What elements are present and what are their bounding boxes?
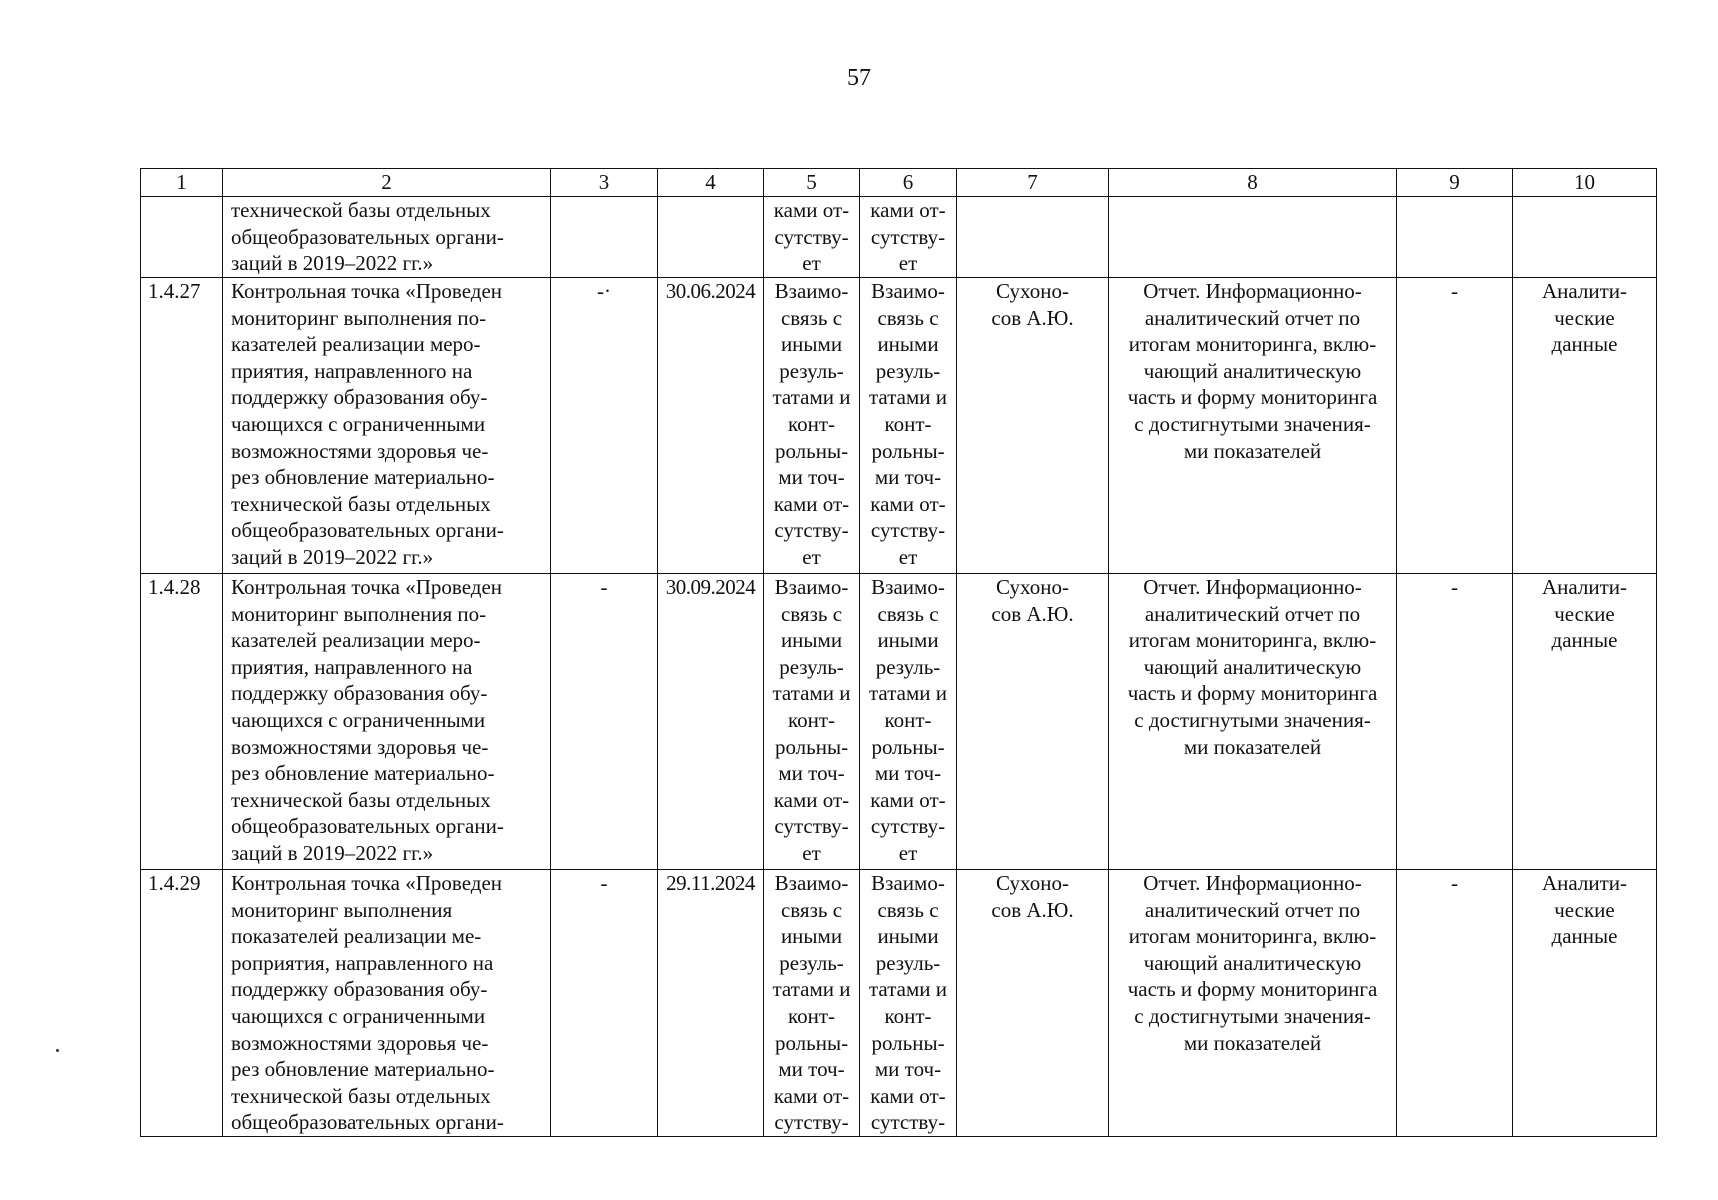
- relation-cell: [860, 197, 957, 278]
- relation-cell-line: Взаимо-: [871, 871, 945, 895]
- info-system-cell-line: ческие: [1554, 601, 1615, 626]
- relation-cell-line: резуль-: [875, 358, 941, 383]
- responsible-cell-line: сов А.Ю.: [991, 305, 1074, 330]
- relation-cell-line: связь с: [877, 601, 939, 626]
- relation-cell-line: Взаимо-: [871, 279, 945, 303]
- description-cell-line: общеобразовательных органи-: [231, 1110, 504, 1135]
- report-cell: [1109, 278, 1397, 574]
- item-number-cell: [141, 197, 223, 278]
- col3-cell: -: [551, 870, 658, 1137]
- report-cell-line: аналитический отчет по: [1144, 601, 1361, 626]
- relation-cell-line: связь с: [877, 305, 939, 330]
- relation-cell-line: сутству-: [870, 518, 946, 543]
- responsible-cell-line: Сухоно-: [996, 279, 1069, 303]
- info-system-cell: [1513, 278, 1657, 574]
- relation-cell-line: сутству-: [870, 224, 946, 249]
- info-system-cell-line: данные: [1551, 332, 1618, 357]
- description-cell-line: Контрольная точка «Проведен: [231, 279, 503, 303]
- relation-cell-line: ками от-: [870, 1083, 946, 1108]
- relation-cell-line: конт-: [787, 411, 836, 436]
- description-cell-line: поддержку образования обу-: [231, 681, 488, 706]
- header-row: [141, 169, 1657, 197]
- relation-cell-line: рольны-: [871, 438, 945, 463]
- date-cell: 30.09.2024: [658, 574, 764, 870]
- report-cell-line: итогам мониторинга, вклю-: [1128, 628, 1377, 653]
- description-cell-line: чающихся с ограниченными: [231, 1003, 486, 1028]
- relation-cell-line: татами и: [772, 681, 851, 706]
- report-cell-line: Отчет. Информационно-: [1143, 871, 1362, 895]
- report-cell: [1109, 197, 1397, 278]
- relation-cell-line: иными: [780, 628, 843, 653]
- description-cell-line: мониторинг выполнения по-: [231, 601, 487, 626]
- relation-cell-line: сутству-: [774, 518, 849, 543]
- relation-cell: [764, 278, 860, 574]
- relation-cell-line: татами и: [869, 681, 947, 706]
- description-cell-line: рез обновление материально-: [231, 1057, 495, 1082]
- report-cell-line: итогам мониторинга, вклю-: [1128, 924, 1377, 949]
- col9-cell: [1397, 197, 1513, 278]
- description-cell-line: Контрольная точка «Проведен: [231, 575, 503, 599]
- relation-cell-line: иными: [780, 924, 843, 949]
- col9-cell: -: [1397, 870, 1513, 1137]
- relation-cell-line: рольны-: [774, 438, 849, 463]
- info-system-cell-line: Аналити-: [1541, 575, 1628, 599]
- table-body: [141, 197, 1657, 1137]
- description-cell-line: поддержку образования обу-: [231, 977, 488, 1002]
- relation-cell-line: иными: [780, 332, 843, 357]
- plan-table: [140, 168, 1657, 1137]
- relation-cell-line: сутству-: [774, 1110, 849, 1135]
- relation-cell-line: татами и: [772, 977, 851, 1002]
- relation-cell-line: связь с: [780, 897, 843, 922]
- relation-cell-line: ками от-: [773, 787, 850, 812]
- relation-cell-line: Взаимо-: [774, 575, 849, 599]
- report-cell-line: часть и форму мониторинга: [1127, 385, 1378, 410]
- description-cell-line: поддержку образования обу-: [231, 385, 488, 410]
- date-cell: [658, 197, 764, 278]
- description-cell-line: возможностями здоровья че-: [231, 1030, 489, 1055]
- report-cell-line: часть и форму мониторинга: [1127, 977, 1378, 1002]
- report-cell-line: итогам мониторинга, вклю-: [1128, 332, 1377, 357]
- description-cell-line: общеобразовательных органи-: [231, 518, 504, 543]
- info-system-cell: [1513, 574, 1657, 870]
- report-cell-line: ми показателей: [1183, 1030, 1322, 1055]
- description-cell-line: заций в 2019–2022 гг.»: [231, 840, 434, 865]
- table-row: [141, 574, 1657, 870]
- relation-cell-line: Взаимо-: [774, 279, 849, 303]
- report-cell-line: часть и форму мониторинга: [1127, 681, 1378, 706]
- report-cell-line: ми показателей: [1183, 734, 1322, 759]
- relation-cell: [860, 574, 957, 870]
- header-cell: 5: [764, 169, 860, 197]
- col9-cell: -: [1397, 278, 1513, 574]
- description-cell-line: технической базы отдельных: [231, 1083, 491, 1108]
- relation-cell-line: ми точ-: [874, 465, 942, 490]
- description-cell-line: технической базы отдельных: [231, 491, 491, 516]
- header-cell: 10: [1513, 169, 1657, 197]
- table-row: [141, 278, 1657, 574]
- description-cell-line: общеобразовательных органи-: [231, 224, 504, 249]
- report-cell: [1109, 870, 1397, 1137]
- report-cell-line: с достигнутыми значения-: [1134, 1003, 1371, 1028]
- relation-cell-line: ками от-: [773, 1083, 850, 1108]
- relation-cell: [860, 278, 957, 574]
- description-cell-line: рез обновление материально-: [231, 761, 495, 786]
- relation-cell: [764, 574, 860, 870]
- relation-cell-line: сутству-: [870, 1110, 946, 1135]
- item-number-cell: 1.4.27: [141, 278, 223, 574]
- report-cell-line: Отчет. Информационно-: [1143, 279, 1362, 303]
- relation-cell: [860, 870, 957, 1137]
- description-cell-line: показателей реализации ме-: [231, 924, 482, 949]
- relation-cell-line: ет: [802, 251, 821, 276]
- report-cell-line: аналитический отчет по: [1144, 305, 1361, 330]
- table-row: [141, 870, 1657, 1137]
- relation-cell-line: иными: [877, 332, 939, 357]
- responsible-cell-line: сов А.Ю.: [991, 601, 1074, 626]
- description-cell-line: возможностями здоровья че-: [231, 734, 489, 759]
- description-cell-line: возможностями здоровья че-: [231, 438, 489, 463]
- description-cell-line: заций в 2019–2022 гг.»: [231, 544, 434, 569]
- relation-cell-line: ет: [802, 544, 821, 569]
- description-cell-line: чающихся с ограниченными: [231, 707, 486, 732]
- description-cell-line: приятия, направленного на: [231, 654, 473, 679]
- relation-cell-line: татами и: [869, 977, 947, 1002]
- date-cell: 29.11.2024: [658, 870, 764, 1137]
- relation-cell-line: рольны-: [871, 734, 945, 759]
- report-cell-line: Отчет. Информационно-: [1143, 575, 1362, 599]
- col3-cell: [551, 197, 658, 278]
- responsible-cell: [957, 278, 1109, 574]
- description-cell: [223, 574, 551, 870]
- relation-cell-line: конт-: [884, 1003, 932, 1028]
- item-number-cell: 1.4.29: [141, 870, 223, 1137]
- relation-cell-line: ками от-: [773, 198, 850, 222]
- header-cell: 7: [957, 169, 1109, 197]
- relation-cell-line: ет: [898, 840, 918, 865]
- relation-cell-line: резуль-: [875, 654, 941, 679]
- header-cell: 8: [1109, 169, 1397, 197]
- relation-cell-line: ками от-: [773, 491, 850, 516]
- description-cell-line: рез обновление материально-: [231, 465, 495, 490]
- scan-dot: [56, 1049, 59, 1052]
- responsible-cell-line: Сухоно-: [996, 871, 1069, 895]
- relation-cell-line: ками от-: [870, 198, 946, 222]
- relation-cell-line: татами и: [869, 385, 947, 410]
- responsible-cell: [957, 197, 1109, 278]
- relation-cell-line: ми точ-: [874, 761, 942, 786]
- relation-cell-line: ми точ-: [778, 761, 845, 786]
- description-cell: [223, 197, 551, 278]
- description-cell-line: заций в 2019–2022 гг.»: [231, 251, 434, 276]
- relation-cell-line: резуль-: [875, 950, 941, 975]
- description-cell-line: технической базы отдельных: [231, 198, 491, 222]
- description-cell: [223, 870, 551, 1137]
- description-cell: [223, 278, 551, 574]
- info-system-cell: [1513, 197, 1657, 278]
- page-number: 57: [847, 65, 871, 91]
- item-number-cell: 1.4.28: [141, 574, 223, 870]
- description-cell-line: мониторинг выполнения: [231, 897, 453, 922]
- report-cell-line: чающий аналитическую: [1143, 358, 1362, 383]
- relation-cell-line: сутству-: [870, 814, 946, 839]
- relation-cell-line: резуль-: [779, 950, 844, 975]
- relation-cell-line: ет: [898, 251, 918, 276]
- relation-cell-line: ет: [898, 544, 918, 569]
- responsible-cell-line: Сухоно-: [996, 575, 1069, 599]
- relation-cell-line: резуль-: [779, 654, 844, 679]
- relation-cell-line: сутству-: [774, 814, 849, 839]
- relation-cell-line: татами и: [772, 385, 851, 410]
- relation-cell-line: рольны-: [871, 1030, 945, 1055]
- relation-cell-line: связь с: [877, 897, 939, 922]
- report-cell-line: с достигнутыми значения-: [1134, 707, 1371, 732]
- header-cell: 4: [658, 169, 764, 197]
- info-system-cell-line: ческие: [1554, 305, 1615, 330]
- relation-cell: [764, 197, 860, 278]
- report-cell-line: чающий аналитическую: [1143, 654, 1362, 679]
- info-system-cell-line: данные: [1551, 628, 1618, 653]
- relation-cell-line: ми точ-: [778, 1057, 845, 1082]
- table-row: [141, 197, 1657, 278]
- info-system-cell: [1513, 870, 1657, 1137]
- relation-cell-line: иными: [877, 924, 939, 949]
- description-cell-line: общеобразовательных органи-: [231, 814, 504, 839]
- col9-cell: -: [1397, 574, 1513, 870]
- relation-cell-line: рольны-: [774, 1030, 849, 1055]
- info-system-cell-line: ческие: [1554, 897, 1615, 922]
- report-cell-line: аналитический отчет по: [1144, 897, 1361, 922]
- info-system-cell-line: Аналити-: [1541, 279, 1628, 303]
- relation-cell-line: конт-: [884, 707, 932, 732]
- relation-cell-line: резуль-: [779, 358, 844, 383]
- report-cell: [1109, 574, 1397, 870]
- report-cell-line: с достигнутыми значения-: [1134, 411, 1371, 436]
- description-cell-line: чающихся с ограниченными: [231, 411, 486, 436]
- description-cell-line: технической базы отдельных: [231, 787, 491, 812]
- relation-cell-line: ми точ-: [874, 1057, 942, 1082]
- relation-cell-line: ми точ-: [778, 465, 845, 490]
- relation-cell-line: иными: [877, 628, 939, 653]
- info-system-cell-line: Аналити-: [1541, 871, 1628, 895]
- date-cell: 30.06.2024: [658, 278, 764, 574]
- relation-cell-line: связь с: [780, 305, 843, 330]
- header-cell: 9: [1397, 169, 1513, 197]
- description-cell-line: казателей реализации меро-: [231, 332, 481, 357]
- report-cell-line: чающий аналитическую: [1143, 950, 1362, 975]
- header-cell: 6: [860, 169, 957, 197]
- responsible-cell: [957, 574, 1109, 870]
- responsible-cell: [957, 870, 1109, 1137]
- relation-cell-line: ками от-: [870, 491, 946, 516]
- description-cell-line: приятия, направленного на: [231, 358, 473, 383]
- description-cell-line: казателей реализации меро-: [231, 628, 481, 653]
- relation-cell-line: рольны-: [774, 734, 849, 759]
- description-cell-line: Контрольная точка «Проведен: [231, 871, 503, 895]
- relation-cell-line: сутству-: [774, 224, 849, 249]
- report-cell-line: ми показателей: [1183, 438, 1322, 463]
- relation-cell-line: конт-: [787, 1003, 836, 1028]
- relation-cell-line: Взаимо-: [774, 871, 849, 895]
- relation-cell-line: ет: [802, 840, 821, 865]
- relation-cell: [764, 870, 860, 1137]
- relation-cell-line: конт-: [787, 707, 836, 732]
- col3-cell: -·: [551, 278, 658, 574]
- header-cell: 2: [223, 169, 551, 197]
- info-system-cell-line: данные: [1551, 924, 1618, 949]
- relation-cell-line: ками от-: [870, 787, 946, 812]
- header-cell: 3: [551, 169, 658, 197]
- description-cell-line: роприятия, направленного на: [231, 950, 494, 975]
- header-cell: 1: [141, 169, 223, 197]
- description-cell-line: мониторинг выполнения по-: [231, 305, 487, 330]
- col3-cell: -: [551, 574, 658, 870]
- responsible-cell-line: сов А.Ю.: [991, 897, 1074, 922]
- relation-cell-line: Взаимо-: [871, 575, 945, 599]
- relation-cell-line: конт-: [884, 411, 932, 436]
- relation-cell-line: связь с: [780, 601, 843, 626]
